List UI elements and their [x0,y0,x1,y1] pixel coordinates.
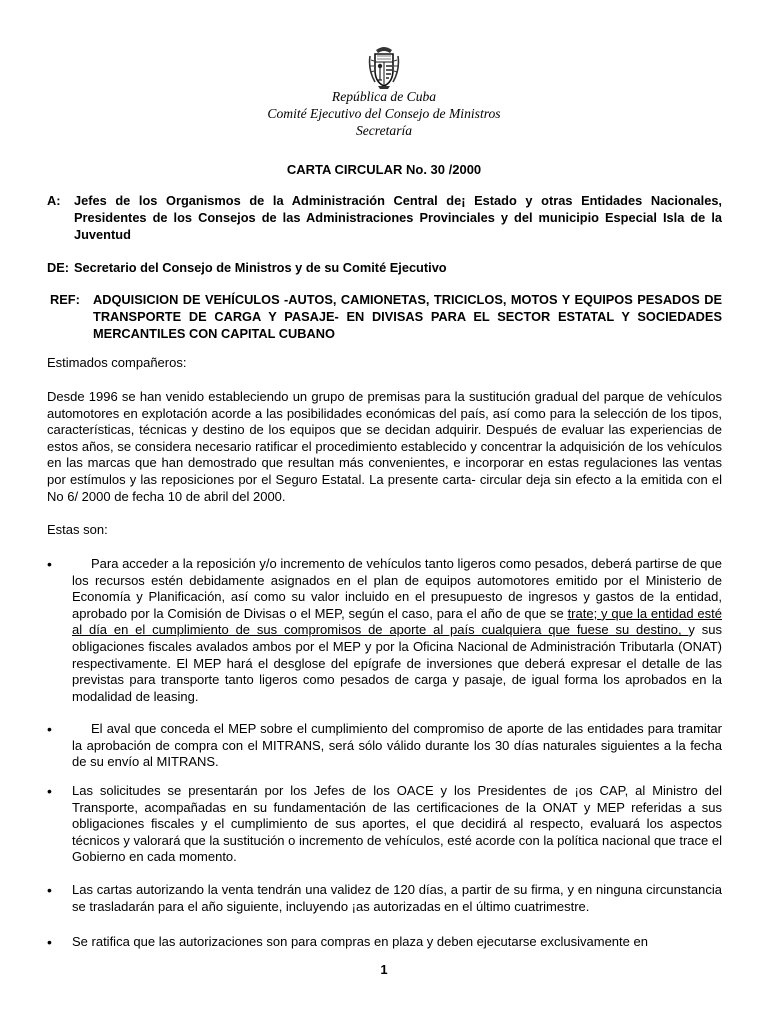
document-title: CARTA CIRCULAR No. 30 /2000 [286,162,482,177]
sender-block [47,259,722,277]
list-intro: Estas son: [47,522,108,537]
sender-label: DE: [47,260,70,275]
list-item-text: Las cartas autorizando la venta tendrán una validez de 120 días, a partir de su firma, y en ninguna circunstancia se trasladarán para el año siguiente, incluyendo ¡as autorizadas en el último cuatrimestre. [72,882,722,914]
intro-paragraph: Desde 1996 se han venido estableciendo un grupo de premisas para la sustitución gradual del parque de vehículos automotores en explotación acorde a las posibilidades económicas del país, así como para la selección de los tipos, características, técnicas y destino de los equipos que se decidan adquirir. Después de evaluar las experiencias de estos años, se considera necesario ratificar el procedimiento establecido y concentrar la adquisición de los vehículos en las marcas que han demostrado que resultan más convenientes, e incorporar en estas regulaciones las ventas por estímulos y las reposiciones por el Seguro Estatal. La presente carta- circular deja sin efecto a la emitida con el No 6/ 2000 de fecha 10 de abril del 2000. [47,389,722,504]
greeting: Estimados compañeros: [47,355,187,370]
bullet-icon: • [47,721,52,737]
list-item-text: El aval que conceda el MEP sobre el cumplimiento del compromiso de aporte de las entidades para tramitar la aprobación de compra con el MITRANS, será sólo válido durante los 30 días naturales siguientes a la fecha de su envío al MITRANS. [72,721,722,770]
list-item-text: Para acceder a la reposición y/o incremento de vehículos tanto ligeros como pesados, deberá partirse de que los recursos estén debidamente asignados en el plan de equipos automotores emitido por el Ministerio de Economía y Planificación, así como su valor incluido en el presupuesto de ingresos y gastos de la entidad, aprobado por la Comisión de Divisas o el MEP, según el caso, para el año de que se trate; y que la entidad esté al día en el cumplimiento de sus compromisos de aporte al país cualquiera que fuese su destino, y sus obligaciones fiscales avalados ambos por el MEP y por la Oficina Nacional de Administración Tributarla (ONAT) respectivamente. El MEP hará el desglose del epígrafe de inversiones que deberá expresar el detalle de las previstas para transporte tanto ligeros como pesados de carga y pasaje, de igual forma los aprobados en la modalidad de leasing. [72,556,722,704]
recipient-block [47,192,722,244]
reference-text: ADQUISICION DE VEHÍCULOS -AUTOS, CAMIONETAS, TRICICLOS, MOTOS Y EQUIPOS PESADOS DE TRANSPORTE DE CARGA Y PASAJE- EN DIVISAS PARA EL SECTOR ESTATAL Y SOCIEDADES MERCANTILES CON CAPITAL CUBANO [93,292,722,341]
recipient-label: A: [47,193,61,208]
coat-of-arms-icon [366,44,402,90]
committee-name: Comité Ejecutivo del Consejo de Ministros [267,106,501,121]
page-number: 1 [380,962,388,977]
bullet-icon: • [47,934,52,950]
sender-text: Secretario del Consejo de Ministros y de su Comité Ejecutivo [74,260,447,275]
issuing-authority [0,88,768,139]
country-name: República de Cuba [331,89,437,104]
office-name: Secretaría [355,123,413,138]
bullet-icon: • [47,882,52,898]
underlined-text: trate; y que la entidad esté al día en el cumplimiento de sus compromisos de aporte al país cualquiera que fuese su destino, [72,605,722,638]
list-item-text: Las solicitudes se presentarán por los Jefes de los OACE y los Presidentes de ¡os CAP, al Ministro del Transporte, acompañadas en su fundamentación de las certificaciones de la ONAT y MEP referidas a sus obligaciones fiscales y el cumplimiento de sus aportes, el que decidirá al respecto, evaluará los aspectos técnicos y valorará que la sustitución o incremento de vehículos, esté acorde con la política nacional que trace el Gobierno en cada momento. [72,783,722,865]
recipient-text: Jefes de los Organismos de la Administración Central de¡ Estado y otras Entidades Nacionales, Presidentes de los Consejos de las Administraciones Provinciales y del municipio Especial Isla de la Juventud [74,193,722,242]
reference-block [47,291,722,343]
bullet-icon: • [47,783,52,799]
reference-label: REF: [50,292,80,307]
bullet-icon: • [47,556,52,572]
list-item-text: Se ratifica que las autorizaciones son para compras en plaza y deben ejecutarse exclusivamente en [72,934,648,949]
